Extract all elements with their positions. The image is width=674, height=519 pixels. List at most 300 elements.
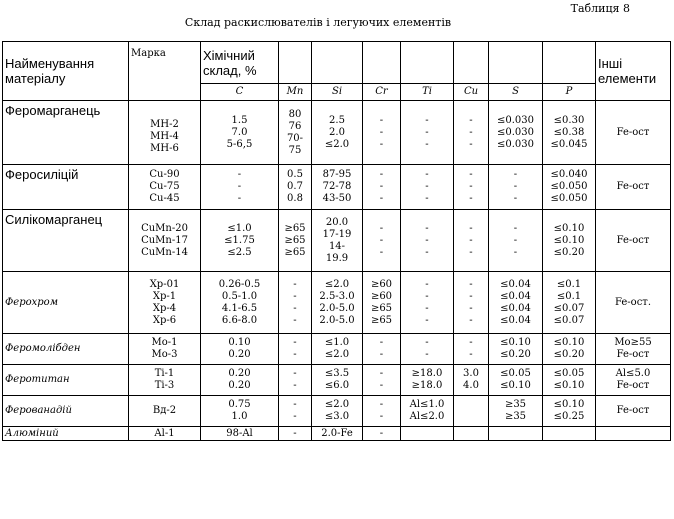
cell-value: - [469, 278, 473, 290]
cell-value: - [513, 222, 518, 234]
cell-value: Al≤1.0 [409, 399, 445, 410]
cell-value: - [425, 246, 429, 258]
cell-value: 14- [328, 240, 346, 252]
cell-value: - [425, 181, 429, 192]
cell-value: - [425, 193, 429, 204]
cell-value: - [469, 193, 473, 204]
cell-value: Хр-6 [152, 314, 177, 326]
cell-value: - [513, 169, 518, 180]
material-name: Феромарганець [3, 101, 129, 165]
table-row [3, 165, 671, 210]
cell-grade [129, 210, 201, 272]
cell-c [201, 272, 279, 334]
cell-other [596, 272, 671, 334]
table-row [3, 210, 671, 272]
cell-p [543, 396, 596, 427]
table-row [3, 365, 671, 396]
cell-value: - [379, 234, 384, 246]
cell-value: МН-2 [150, 118, 179, 130]
cell-value: ≥60 [370, 290, 393, 302]
cell-mn [279, 427, 312, 441]
cell-value: ≥65 [370, 302, 393, 314]
cell-value: ≤0.04 [500, 290, 531, 302]
cell-value: ≥65 [284, 222, 306, 234]
cell-value: - [469, 126, 473, 138]
cell-value: ≥18.0 [411, 368, 443, 379]
cell-value: - [379, 349, 384, 360]
cell-value: ≤0.10 [553, 380, 585, 391]
cell-value: ≤0.20 [500, 349, 531, 360]
cell-other [596, 210, 671, 272]
cell-value: - [425, 349, 429, 360]
cell-value: - [469, 169, 473, 180]
cell-value: 75 [288, 144, 302, 156]
cell-cr [363, 396, 401, 427]
material-name: Ферованадій [3, 396, 129, 427]
cell-value: 17-19 [322, 228, 352, 240]
cell-value: 20.0 [325, 216, 349, 228]
cell-value: ≤0.050 [550, 193, 588, 204]
cell-value: ≤1.0 [324, 337, 350, 348]
cell-value: - [293, 380, 297, 391]
cell-value: 0.7 [287, 181, 303, 192]
cell-mn [279, 365, 312, 396]
cell-value: ≤0.10 [500, 337, 531, 348]
cell-value: - [469, 114, 473, 126]
cell-value: 72-78 [322, 181, 352, 192]
cell-value: ≤0.04 [500, 314, 531, 326]
element-c: C [201, 84, 279, 101]
cell-value: - [293, 278, 297, 290]
cell-value: Al≤2.0 [409, 411, 445, 422]
cell-value: - [379, 126, 384, 138]
cell-value: 4.1-6.5 [221, 302, 258, 314]
cell-value: - [379, 114, 384, 126]
cell-p [543, 165, 596, 210]
cell-value: 0.10 [228, 337, 251, 348]
cell-value: - [237, 193, 242, 204]
cell-p [543, 272, 596, 334]
cell-value: ≤0.38 [553, 126, 585, 138]
material-name: Феромолібден [3, 334, 129, 365]
cell-value: Вд-2 [152, 405, 177, 416]
header-blank [489, 42, 543, 84]
cell-value: 0.5 [287, 169, 303, 180]
cell-value: 0.5-1.0 [221, 290, 258, 302]
cell-value: ≥65 [284, 246, 306, 258]
cell-value: - [425, 234, 429, 246]
cell-value: Сu-90 [149, 169, 180, 180]
cell-value: - [237, 169, 242, 180]
cell-mn [279, 396, 312, 427]
cell-value: 2.5 [329, 114, 345, 126]
cell-grade [129, 365, 201, 396]
cell-value: - [425, 114, 429, 126]
cell-value: ≤0.05 [500, 368, 531, 379]
cell-ti [401, 272, 454, 334]
cell-grade [129, 427, 201, 441]
cell-value: Хр-1 [152, 290, 177, 302]
cell-value: 98-Al [226, 427, 253, 439]
cell-value: ≤0.10 [500, 380, 531, 391]
cell-value: 2.0 [329, 126, 345, 138]
cell-si [312, 396, 363, 427]
cell-value: - [379, 368, 384, 379]
cell-si [312, 365, 363, 396]
cell-value: ≤0.030 [496, 138, 534, 150]
cell-value: ≤0.20 [553, 246, 585, 258]
cell-mn [279, 210, 312, 272]
cell-value: Al≤5.0 [615, 368, 651, 379]
header-chem: Хімічний склад, % [201, 42, 279, 84]
cell-c [201, 427, 279, 441]
cell-s [489, 396, 543, 427]
cell-value: - [469, 302, 473, 314]
cell-ti [401, 427, 454, 441]
cell-value: ≤0.045 [550, 138, 588, 150]
element-si: Si [312, 84, 363, 101]
cell-value: - [379, 193, 384, 204]
cell-cr [363, 427, 401, 441]
cell-value: ≤0.040 [550, 169, 588, 180]
cell-value: 2.0-Fe [321, 427, 353, 439]
cell-value: ≤0.04 [500, 278, 531, 290]
cell-value: 0.75 [228, 399, 251, 410]
cell-s [489, 272, 543, 334]
cell-value: - [379, 169, 384, 180]
cell-cr [363, 165, 401, 210]
cell-value: - [469, 222, 473, 234]
cell-cr [363, 101, 401, 165]
cell-value: ≤0.25 [553, 411, 585, 422]
cell-value: 6.6-8.0 [221, 314, 258, 326]
cell-value: - [469, 337, 473, 348]
cell-value: ≤0.1 [556, 290, 582, 302]
cell-value: ≤0.04 [500, 302, 531, 314]
cell-value: Fe-ост [616, 349, 650, 360]
header-blank [279, 42, 312, 84]
cell-value: - [379, 138, 384, 150]
cell-value: - [425, 222, 429, 234]
cell-cr [363, 334, 401, 365]
table-row [3, 101, 671, 165]
cell-value: ≤0.05 [553, 368, 585, 379]
cell-s [489, 334, 543, 365]
cell-value: - [513, 181, 518, 192]
table-number: Таблиця 8 [570, 2, 630, 15]
cell-value: ≤2.0 [324, 278, 350, 290]
cell-p [543, 365, 596, 396]
cell-value: 0.26-0.5 [218, 278, 261, 290]
cell-value: - [425, 314, 429, 326]
cell-s [489, 165, 543, 210]
cell-c [201, 101, 279, 165]
cell-value: ≤3.0 [324, 411, 350, 422]
table-title: Склад раскислювателів і легуючих елементів [184, 16, 452, 29]
cell-value: - [379, 411, 384, 422]
cell-value: ≤3.5 [324, 368, 350, 379]
cell-cu [454, 101, 489, 165]
cell-mn [279, 334, 312, 365]
cell-value: СuMn-17 [141, 234, 188, 246]
cell-value: - [469, 290, 473, 302]
cell-value: - [469, 314, 473, 326]
cell-value: ≤0.20 [553, 349, 585, 360]
header-blank [401, 42, 454, 84]
cell-value: ≤0.030 [496, 114, 534, 126]
cell-other [596, 427, 671, 441]
cell-value: 3.0 [463, 368, 479, 379]
cell-value: ≤0.030 [496, 126, 534, 138]
cell-other [596, 396, 671, 427]
cell-c [201, 210, 279, 272]
cell-value: Хр-01 [149, 278, 180, 290]
cell-ti [401, 365, 454, 396]
cell-value: ≤0.10 [553, 234, 585, 246]
cell-value: - [293, 368, 297, 379]
cell-value: - [469, 234, 473, 246]
cell-value: Хр-4 [152, 302, 177, 314]
cell-value: 2.5-3.0 [319, 290, 355, 302]
cell-other [596, 365, 671, 396]
cell-value: 1.5 [231, 114, 248, 126]
cell-cr [363, 365, 401, 396]
cell-value: - [513, 234, 518, 246]
header-blank [543, 42, 596, 84]
element-ti: Ti [401, 84, 454, 101]
cell-value: - [379, 181, 384, 192]
cell-value: - [425, 302, 429, 314]
element-cu: Cu [454, 84, 489, 101]
cell-value: - [425, 337, 429, 348]
cell-value: - [379, 246, 384, 258]
cell-cu [454, 272, 489, 334]
cell-si [312, 334, 363, 365]
cell-value: Мо≥55 [614, 337, 652, 348]
material-name: Феротитан [3, 365, 129, 396]
cell-value: Сu-75 [149, 181, 180, 192]
cell-value: Ті-3 [154, 380, 175, 391]
cell-value: ≤0.050 [550, 181, 588, 192]
cell-cu [454, 165, 489, 210]
cell-value: 5-6,5 [226, 138, 253, 150]
cell-p [543, 427, 596, 441]
cell-value: ≤0.10 [553, 222, 585, 234]
cell-value: ≤0.07 [553, 302, 585, 314]
cell-value: - [469, 181, 473, 192]
cell-grade [129, 272, 201, 334]
cell-c [201, 334, 279, 365]
cell-si [312, 210, 363, 272]
cell-value: Fe-ост [616, 234, 650, 246]
cell-value: - [469, 138, 473, 150]
table-row [3, 334, 671, 365]
cell-ti [401, 101, 454, 165]
cell-ti [401, 210, 454, 272]
cell-grade [129, 101, 201, 165]
cell-value: 7.0 [231, 126, 248, 138]
cell-value: ≤0.10 [553, 399, 585, 410]
cell-other [596, 101, 671, 165]
cell-value: ≥60 [370, 278, 393, 290]
material-name: Силікомарганец [3, 210, 129, 272]
cell-value: ≤0.1 [556, 278, 582, 290]
cell-si [312, 272, 363, 334]
cell-value: 0.20 [228, 368, 251, 379]
cell-si [312, 165, 363, 210]
cell-s [489, 210, 543, 272]
cell-value: Сu-45 [149, 193, 180, 204]
cell-value: Al-1 [154, 427, 175, 439]
cell-p [543, 101, 596, 165]
cell-value: ≤2.0 [324, 349, 350, 360]
cell-value: 4.0 [463, 380, 479, 391]
cell-value: ≤2.0 [324, 399, 350, 410]
cell-value: ≥35 [504, 399, 527, 410]
cell-p [543, 334, 596, 365]
cell-value: 76 [288, 120, 302, 132]
cell-value: - [293, 314, 297, 326]
cell-value: 87-95 [322, 169, 352, 180]
cell-cr [363, 210, 401, 272]
table-row [3, 396, 671, 427]
cell-value: - [293, 399, 297, 410]
cell-value: Fe-ост [616, 380, 650, 391]
cell-value: - [293, 337, 297, 348]
cell-value: - [425, 126, 429, 138]
cell-value: 70- [286, 132, 304, 144]
cell-value: - [513, 246, 518, 258]
cell-value: 0.20 [228, 380, 251, 391]
cell-value: ≤2.0 [324, 138, 350, 150]
cell-cu [454, 365, 489, 396]
cell-value: Мо-3 [151, 349, 178, 360]
cell-value: - [293, 427, 297, 439]
cell-ti [401, 165, 454, 210]
cell-value: 0.20 [228, 349, 251, 360]
header-blank [312, 42, 363, 84]
cell-value: - [425, 290, 429, 302]
cell-mn [279, 101, 312, 165]
cell-value: 2.0-5.0 [319, 302, 355, 314]
cell-ti [401, 396, 454, 427]
cell-s [489, 427, 543, 441]
cell-value: - [425, 278, 429, 290]
cell-value: МН-6 [150, 142, 179, 154]
cell-value: 43-50 [322, 193, 352, 204]
cell-value: 2.0-5.0 [319, 314, 355, 326]
cell-other [596, 165, 671, 210]
cell-value: ≤1.75 [224, 234, 255, 246]
material-name: Ферохром [3, 272, 129, 334]
composition-table [2, 41, 671, 441]
element-cr: Cr [363, 84, 401, 101]
cell-c [201, 365, 279, 396]
cell-c [201, 165, 279, 210]
cell-other [596, 334, 671, 365]
cell-value: - [469, 246, 473, 258]
cell-mn [279, 272, 312, 334]
cell-value: СuMn-20 [141, 222, 188, 234]
cell-c [201, 396, 279, 427]
cell-value: - [379, 427, 384, 439]
cell-value: Ті-1 [154, 368, 175, 379]
cell-p [543, 210, 596, 272]
cell-value: Fe-ост [616, 181, 650, 192]
cell-value: ≥65 [284, 234, 306, 246]
header-name: Найменування матеріалу [3, 42, 129, 101]
cell-value: 1.0 [231, 411, 248, 422]
element-mn: Mn [279, 84, 312, 101]
cell-value: - [513, 193, 518, 204]
cell-grade [129, 165, 201, 210]
cell-ti [401, 334, 454, 365]
cell-value: - [293, 290, 297, 302]
cell-cr [363, 272, 401, 334]
cell-value: 80 [288, 108, 302, 120]
cell-si [312, 427, 363, 441]
cell-value: - [293, 349, 297, 360]
cell-cu [454, 396, 489, 427]
cell-value: - [379, 222, 384, 234]
cell-value: СuMn-14 [141, 246, 188, 258]
cell-value: Fe-ост [616, 405, 650, 416]
cell-value: - [425, 169, 429, 180]
cell-cu [454, 210, 489, 272]
cell-value: ≤1.0 [227, 222, 252, 234]
cell-value: Fe-ост. [614, 296, 652, 308]
cell-value: - [379, 399, 384, 410]
cell-mn [279, 165, 312, 210]
cell-value: ≥18.0 [411, 380, 443, 391]
material-name: Феросиліцій [3, 165, 129, 210]
header-other: Інші елементи [596, 42, 671, 101]
cell-value: Fe-ост [616, 126, 650, 138]
cell-value: ≥65 [370, 314, 393, 326]
cell-value: - [237, 181, 242, 192]
cell-value: МН-4 [150, 130, 179, 142]
cell-value: 0.8 [287, 193, 303, 204]
cell-value: ≤0.30 [553, 114, 585, 126]
cell-si [312, 101, 363, 165]
cell-value: - [379, 337, 384, 348]
cell-cu [454, 427, 489, 441]
cell-value: ≤6.0 [324, 380, 350, 391]
cell-value: - [425, 138, 429, 150]
table-row [3, 427, 671, 441]
table-row [3, 272, 671, 334]
cell-s [489, 101, 543, 165]
cell-value: ≤2.5 [227, 246, 252, 258]
cell-value: - [293, 411, 297, 422]
cell-value: ≥35 [504, 411, 527, 422]
cell-value: ≤0.10 [553, 337, 585, 348]
cell-value: Мо-1 [151, 337, 178, 348]
cell-grade [129, 334, 201, 365]
cell-grade [129, 396, 201, 427]
cell-value: - [293, 302, 297, 314]
element-p: P [543, 84, 596, 101]
cell-s [489, 365, 543, 396]
header-blank [454, 42, 489, 84]
cell-value: ≤0.07 [553, 314, 585, 326]
material-name: Алюміний [3, 427, 129, 441]
cell-cu [454, 334, 489, 365]
header-row [3, 42, 671, 84]
cell-value: - [379, 380, 384, 391]
header-grade: Марка [129, 42, 201, 101]
element-s: S [489, 84, 543, 101]
